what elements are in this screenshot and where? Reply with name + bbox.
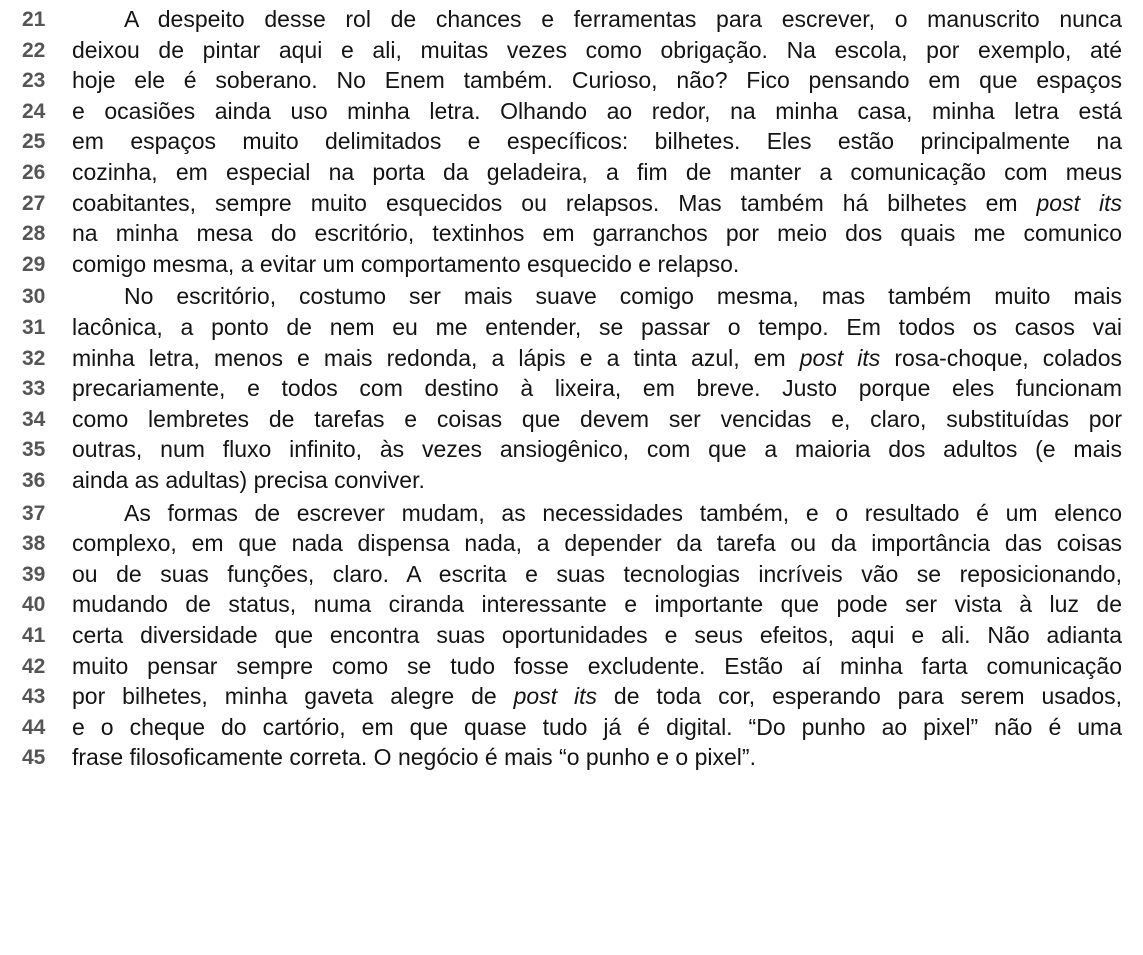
text-segment: A despeito desse rol de chances e ferramentas para escrever, o manuscrito nunca: [124, 6, 1122, 32]
text-segment: e ocasiões ainda uso minha letra. Olhando ao redor, na minha casa, minha letra está: [72, 97, 1122, 124]
line-number: 22: [22, 38, 46, 62]
line-number: 34: [22, 407, 46, 431]
line-text: [72, 247, 1122, 282]
text-segment: deixou de pintar aqui e ali, muitas vezes como obrigação. Na escola, por exemplo, até: [72, 36, 1122, 63]
line-number: 24: [22, 99, 46, 123]
line-number: 42: [22, 654, 46, 678]
line-text: [72, 740, 1122, 775]
line-text: [72, 463, 1122, 498]
line-number: 21: [22, 8, 46, 31]
line-number: 41: [22, 624, 46, 647]
text-segment: As formas de escrever mudam, as necessidades também, e o resultado é um elenco: [124, 499, 1122, 526]
text-segment: minha letra, menos e mais redonda, a lápis e a tinta azul, em: [72, 344, 800, 371]
text-segment: como lembretes de tarefas e coisas que devem ser vencidas e, claro, substituídas por: [72, 405, 1122, 432]
text-segment: frase filosoficamente correta. O negócio é mais “o punho e o pixel”.: [72, 744, 756, 771]
text-segment: ainda as adultas) precisa conviver.: [72, 467, 425, 493]
line-number: 43: [22, 685, 46, 709]
line-number: 29: [22, 252, 46, 276]
text-line: [0, 247, 1143, 282]
line-number: 40: [22, 593, 46, 617]
line-number: 27: [22, 191, 46, 215]
line-number: 36: [22, 469, 46, 492]
text-segment: precariamente, e todos com destino à lixeira, em breve. Justo porque eles funcionam: [72, 375, 1122, 402]
text-segment: e o cheque do cartório, em que quase tudo já é digital. “Do punho ao pixel” não é uma: [72, 713, 1122, 740]
text-segment: muito pensar sempre como se tudo fosse excludente. Estão aí minha farta comunicação: [72, 652, 1122, 679]
line-number: 45: [22, 746, 46, 770]
text-segment: outras, num fluxo infinito, às vezes ansiogênico, com que a maioria dos adultos (e mais: [72, 436, 1122, 463]
text-segment: comigo mesma, a evitar um comportamento esquecido e relapso.: [72, 250, 740, 277]
text-segment: lacônica, a ponto de nem eu me entender, se passar o tempo. Em todos os casos vai: [72, 314, 1122, 340]
text-segment: por bilhetes, minha gaveta alegre de: [72, 683, 514, 710]
text-segment: cozinha, em especial na porta da geladeira, a fim de manter a comunicação com meus: [72, 159, 1122, 185]
line-number: 31: [22, 316, 46, 339]
italic-term: post its: [799, 344, 881, 371]
line-number: 23: [22, 69, 46, 93]
text-segment: mudando de status, numa ciranda interessante e importante que pode ser vista à luz de: [72, 591, 1122, 618]
line-number: 44: [22, 715, 46, 739]
text-line: [0, 463, 1143, 498]
text-segment: rosa-choque, colados: [880, 344, 1122, 371]
text-line: [0, 740, 1143, 775]
line-number: 39: [22, 562, 46, 586]
line-number: 26: [22, 161, 46, 184]
line-number: 30: [22, 285, 46, 309]
line-number: 32: [22, 346, 46, 370]
text-segment: ou de suas funções, claro. A escrita e suas tecnologias incríveis vão se reposicionando,: [72, 560, 1122, 587]
line-number: 33: [22, 377, 46, 401]
text-segment: complexo, em que nada dispensa nada, a depender da tarefa ou da importância das coisas: [72, 530, 1122, 557]
line-number: 25: [22, 130, 46, 154]
line-number: 37: [22, 501, 46, 525]
text-segment: na minha mesa do escritório, textinhos em garranchos por meio dos quais me comunico: [72, 220, 1122, 247]
text-segment: certa diversidade que encontra suas oportunidades e seus efeitos, aqui e ali. Não adianta: [72, 622, 1122, 648]
text-segment: No escritório, costumo ser mais suave comigo mesma, mas também muito mais: [124, 283, 1122, 310]
italic-term: post its: [513, 683, 597, 710]
italic-term: post its: [1036, 189, 1122, 216]
line-number: 28: [22, 222, 46, 246]
line-number: 38: [22, 532, 46, 556]
text-segment: de toda cor, esperando para serem usados,: [597, 683, 1122, 710]
text-segment: hoje ele é soberano. No Enem também. Curioso, não? Fico pensando em que espaços: [72, 67, 1122, 94]
text-segment: coabitantes, sempre muito esquecidos ou relapsos. Mas também há bilhetes em: [72, 189, 1037, 216]
line-number: 35: [22, 438, 46, 462]
text-segment: em espaços muito delimitados e específicos: bilhetes. Eles estão principalmente na: [72, 128, 1122, 155]
